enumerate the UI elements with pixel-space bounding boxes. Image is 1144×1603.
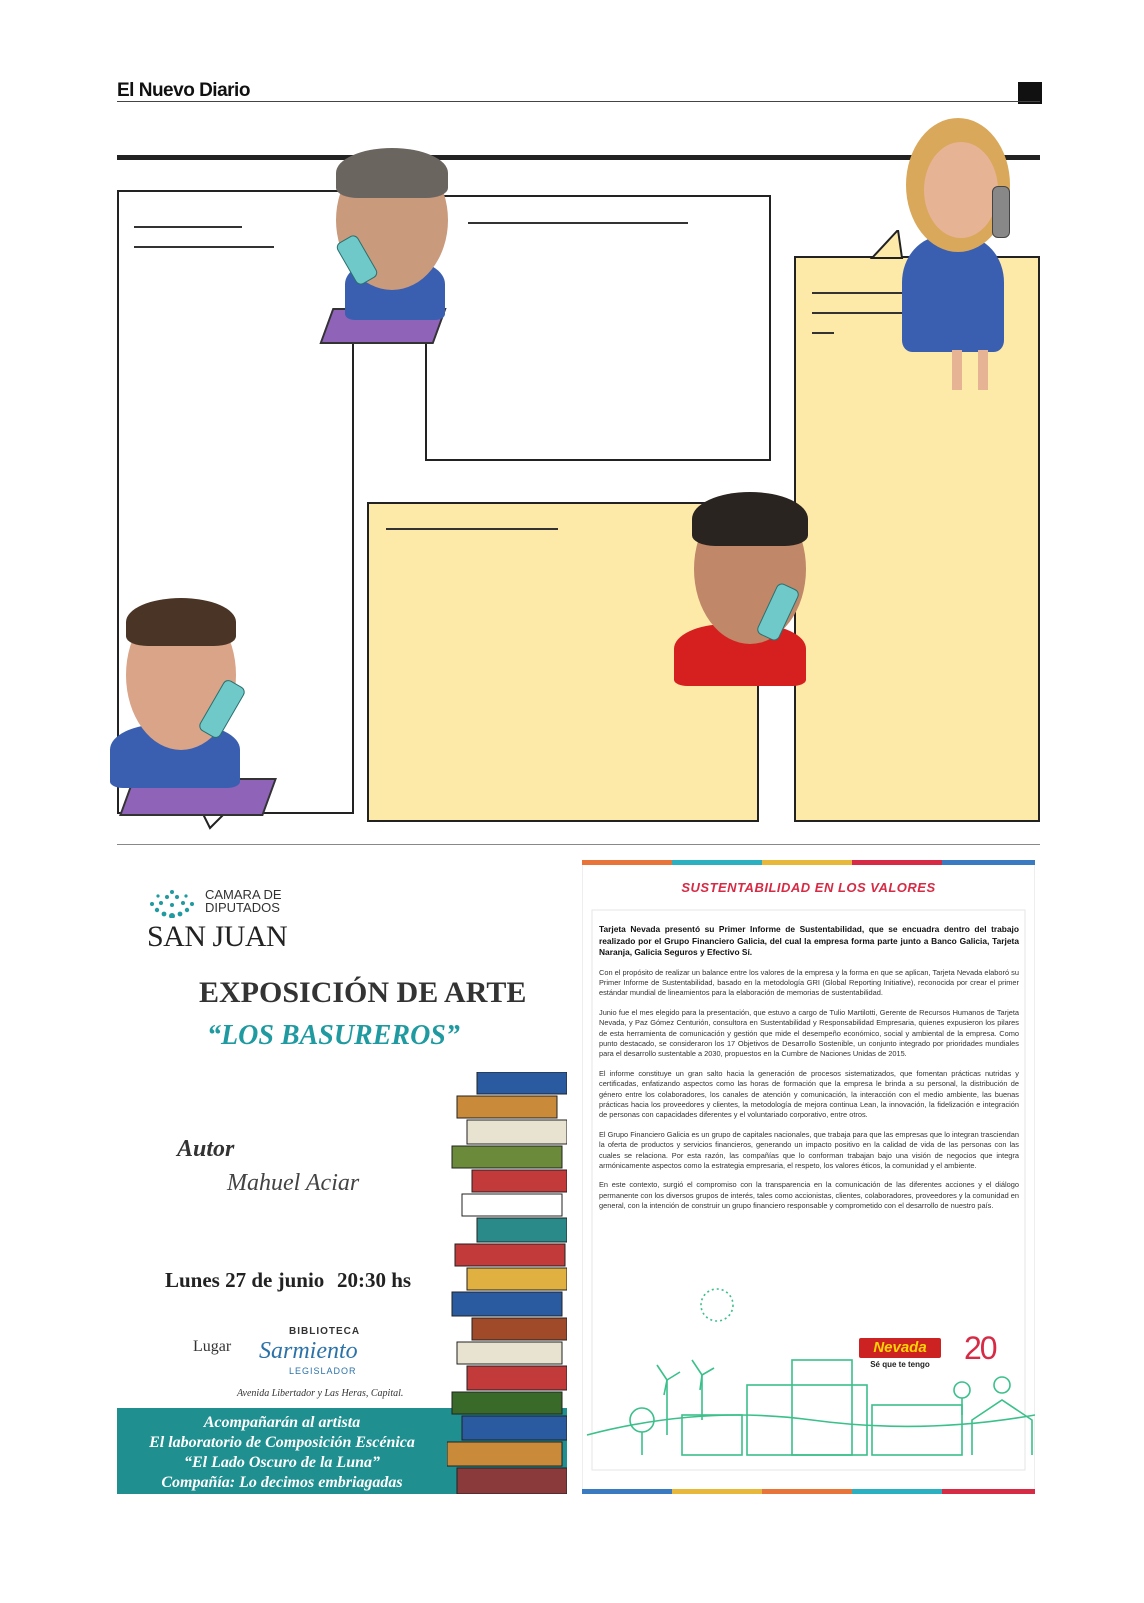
chamber-name: SAN JUAN (147, 920, 288, 953)
masthead: El Nuevo Diario (117, 80, 250, 101)
venue-top: BIBLIOTECA (289, 1326, 361, 1337)
ad-body (599, 924, 1019, 1221)
footer-line: Compañía: Lo decimos embriagadas (161, 1474, 403, 1491)
author-name: Mahuel Aciar (227, 1170, 360, 1196)
exhibition-subtitle: “LOS BASUREROS” (207, 1020, 460, 1051)
venue-address: Avenida Libertador y Las Heras, Capital. (237, 1388, 404, 1399)
nevada-brand: Nevada (873, 1339, 927, 1356)
chamber-logo-icon (147, 888, 197, 918)
author-label: Autor (177, 1136, 235, 1162)
panel-right-heading-line (812, 312, 916, 314)
ad-lead: Tarjeta Nevada presentó su Primer Informe de Sustentabilidad, que se encuadra dentro del trabajo realizado por el Grupo Financiero Galicia, del cual la empresa forma parte junto a Banco Galicia, Tarjeta Naranja, Galicia Seguros y Efectivo Sí. (599, 924, 1019, 957)
panel-right-heading-line (812, 292, 904, 294)
footer-line: “El Lado Oscuro de la Luna” (183, 1454, 380, 1471)
panel-bottom-center-heading-line (386, 528, 558, 530)
section-rule (117, 155, 1040, 160)
ad-heading: SUSTENTABILIDAD EN LOS VALORES (681, 880, 936, 895)
event-time: 20:30 hs (337, 1268, 412, 1292)
ad-paragraph: El informe constituye un gran salto hacia la generación de procesos sistematizados, que fomentan prácticas nutridas y certificadas, enfatizando aspectos como las horas de formación que la empresa le brinda a su personal, la distribución de género entre los colaboradores, los canales de atención y comunicación, la interacción con el medio ambiente, las buenas prácticas hacia los proveedores y clientes, la metodología de mejora continua Lean, la innovación, la fidelización e integración de personas con capacidades diferentes y el voluntariado corporativo, entre otros. (599, 1068, 1019, 1120)
ad-paragraph: Con el propósito de realizar un balance entre los valores de la empresa y la forma en que se aplican, Tarjeta Nevada elaboró su Primer Informe de Sustentabilidad, basado en la metodología GRI (Global Reporting Initiative), reconocida por crear el primer estándar mundial de lineamientos para la elaboración de memorias de sustentabilidad. (599, 967, 1019, 998)
art-exhibition-ad (117, 858, 567, 1494)
exhibition-title: EXPOSICIÓN DE ARTE (199, 976, 527, 1009)
nevada-tagline: Sé que te tengo (870, 1360, 930, 1369)
anniversary-badge: 20 (964, 1330, 996, 1366)
chamber-name-small: CAMARA DE DIPUTADOS (205, 887, 282, 915)
ad-paragraph: En este contexto, surgió el compromiso con la transparencia en la comunicación de las diferentes acciones y el diálogo permanente con los diversos grupos de interés, tales como accionistas, clientes, colaboradores, proveedores y la comunidad en general, con la intención de construir un grupo financiero responsable y comprometido con el desarrollo de nuestro país. (599, 1180, 1019, 1211)
header-rule (117, 101, 1040, 102)
panel-right-speech-tail (868, 230, 908, 260)
event-date: Lunes 27 de junio (165, 1268, 325, 1292)
sustainability-ad (577, 860, 1040, 1494)
venue-logo: Sarmiento (259, 1338, 358, 1364)
panel-left-heading-line (134, 226, 242, 228)
place-label: Lugar (193, 1338, 232, 1355)
footer-line: El laboratorio de Composición Escénica (149, 1434, 415, 1451)
panel-left-heading-line (134, 246, 274, 248)
footer-line: Acompañarán al artista (203, 1414, 361, 1431)
section-divider (117, 844, 1040, 845)
venue-bottom: LEGISLADOR (289, 1366, 357, 1376)
ad-paragraph: El Grupo Financiero Galicia es un grupo de capitales nacionales, que trabaja para que las empresas que lo integran trasciendan la oferta de productos y servicios financieros, generando un impacto positivo en la calidad de vida de las personas con las cuales se relaciona. Por esta razón, las compañías que lo conforman trabajan bajo una visión de negocios que integra armónicamente aspectos como la estrategia empresaria, el respeto, los valores éticos, la comunidad y el ambiente. (599, 1129, 1019, 1170)
ad-paragraph: Junio fue el mes elegido para la presentación, que estuvo a cargo de Tulio Martilotti, Gerente de Recursos Humanos de Tarjeta Nevada, y Paz Gómez Centurión, consultora en Sustentabilidad y Responsabilidad Empresaria, quienes expusieron los pilares de esta herramienta de comunicación y gestión que mide el desempeño económico, social y ambiental de la empresa. Como punto destacado, se consideraron los 17 Objetivos de Desarrollo Sostenible, un conjunto integrado por prioridades mundiales para el desarrollo sustentable a 2030, propuestos en la Cumbre de Naciones Unidas de 2015. (599, 1007, 1019, 1059)
panel-right-heading-line (812, 332, 834, 334)
book-stack-illustration (447, 1072, 567, 1494)
panel-top-center (425, 195, 771, 461)
panel-top-center-heading-line (468, 222, 688, 224)
